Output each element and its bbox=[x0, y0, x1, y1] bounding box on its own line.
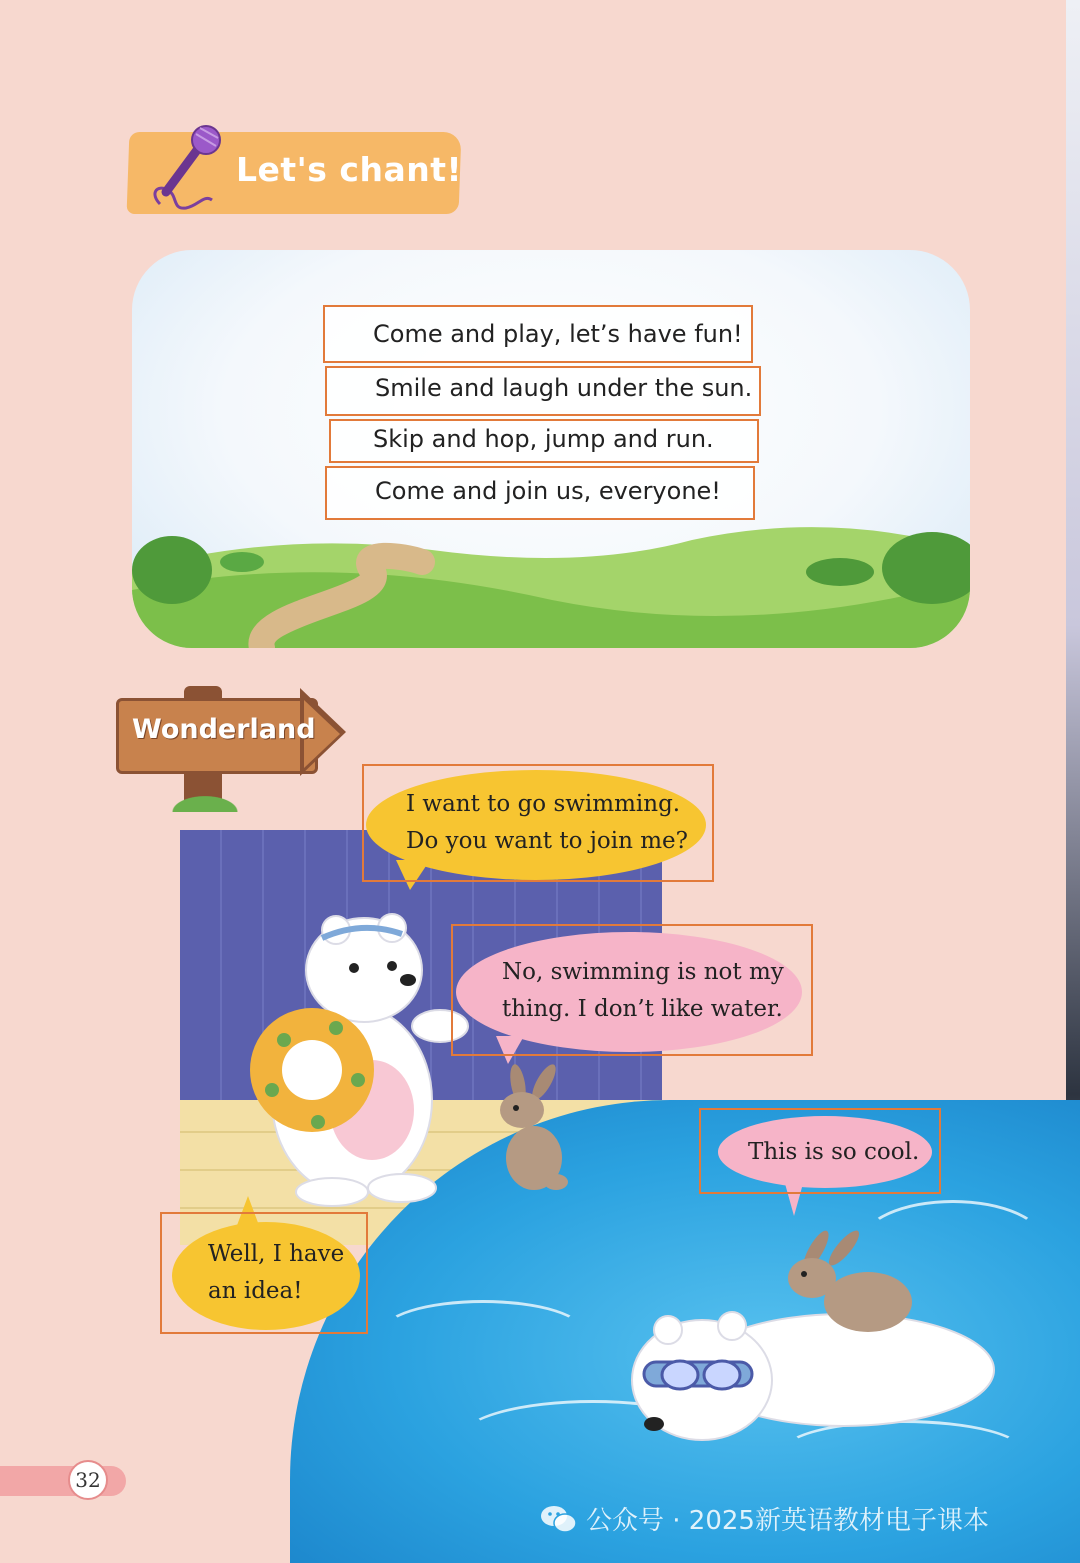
chant-line-3: Skip and hop, jump and run. bbox=[329, 419, 759, 463]
rabbit-standing bbox=[486, 1064, 576, 1192]
chant-line-1: Come and play, let’s have fun! bbox=[323, 305, 753, 363]
polar-bear-swimming bbox=[624, 1230, 1014, 1450]
chant-title: Let's chant! bbox=[236, 150, 463, 189]
speech-bubble-4-line-1: Well, I have bbox=[208, 1241, 345, 1267]
speech-bubble-4-text bbox=[208, 1236, 344, 1310]
speech-bubble-4-line-2: an idea! bbox=[208, 1278, 303, 1304]
polar-bear-standing bbox=[232, 910, 472, 1210]
speech-bubble-1-line-2: Do you want to join me? bbox=[406, 828, 688, 854]
chant-line-4: Come and join us, everyone! bbox=[325, 466, 755, 520]
chant-line-2: Smile and laugh under the sun. bbox=[325, 366, 761, 416]
wonderland-sign-label: Wonderland bbox=[132, 714, 316, 745]
speech-bubble-3-text bbox=[748, 1134, 919, 1171]
page-number: 32 bbox=[68, 1460, 108, 1500]
wechat-icon bbox=[540, 1504, 578, 1534]
speech-bubble-2-line-2: thing. I don’t like water. bbox=[502, 996, 783, 1022]
speech-bubble-1-line-1: I want to go swimming. bbox=[406, 791, 681, 817]
speech-bubble-2-line-1: No, swimming is not my bbox=[502, 959, 784, 985]
speech-bubble-3-line-1: This is so cool. bbox=[748, 1139, 920, 1165]
water-wave bbox=[380, 1300, 586, 1366]
grass-tuft bbox=[160, 790, 250, 812]
speech-bubble-2-text bbox=[502, 954, 784, 1028]
microphone-icon bbox=[146, 124, 226, 216]
watermark-text: 公众号 · 2025新英语教材电子课本 bbox=[586, 1506, 989, 1536]
speech-bubble-1-text bbox=[406, 786, 688, 860]
